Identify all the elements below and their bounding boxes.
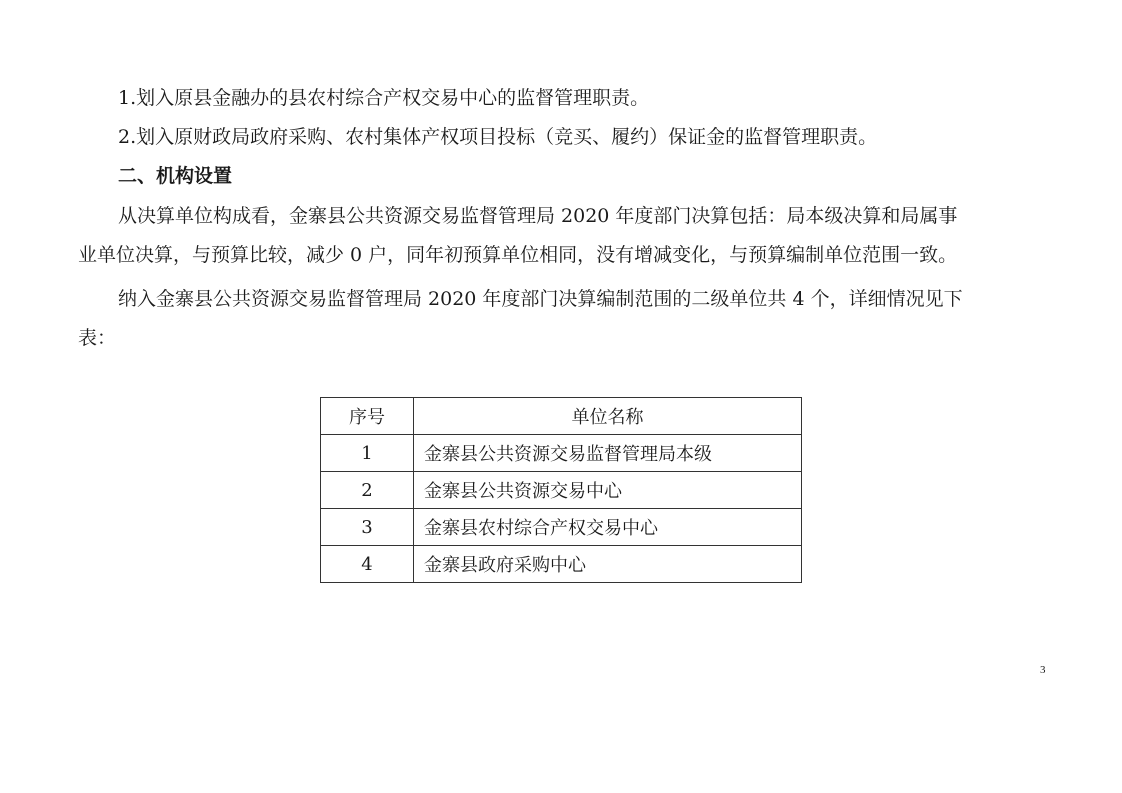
column-header-number: 序号 <box>321 398 414 435</box>
paragraph-2-line-2: 表： <box>78 327 117 349</box>
row-number: 3 <box>321 509 414 546</box>
paragraph-2-line-1: 纳入金寨县公共资源交易监督管理局 2020 年度部门决算编制范围的二级单位共 4 个，详细情况见下 <box>118 288 963 310</box>
table-row <box>321 435 802 472</box>
paragraph-1-line-2: 业单位决算，与预算比较，减少 0 户，同年初预算单位相同，没有增减变化，与预算编制单位范围一致。 <box>78 244 958 266</box>
row-unit-name: 金寨县公共资源交易监督管理局本级 <box>414 435 802 472</box>
table-header-row <box>321 398 802 435</box>
secondary-units-table <box>320 397 802 583</box>
responsibility-item-2: 2.划入原财政局政府采购、农村集体产权项目投标（竞买、履约）保证金的监督管理职责。 <box>118 126 878 148</box>
responsibility-item-1: 1.划入原县金融办的县农村综合产权交易中心的监督管理职责。 <box>118 87 650 109</box>
paragraph-1-line-1: 从决算单位构成看，金寨县公共资源交易监督管理局 2020 年度部门决算包括：局本级决算和局属事 <box>118 205 958 227</box>
section-heading-organization: 二、机构设置 <box>118 165 233 187</box>
row-unit-name: 金寨县政府采购中心 <box>414 546 802 583</box>
table-row <box>321 546 802 583</box>
row-number: 1 <box>321 435 414 472</box>
table-row <box>321 509 802 546</box>
page-number: 3 <box>1040 664 1046 676</box>
table-row <box>321 472 802 509</box>
row-unit-name: 金寨县公共资源交易中心 <box>414 472 802 509</box>
row-number: 2 <box>321 472 414 509</box>
row-number: 4 <box>321 546 414 583</box>
row-unit-name: 金寨县农村综合产权交易中心 <box>414 509 802 546</box>
column-header-unit-name: 单位名称 <box>414 398 802 435</box>
